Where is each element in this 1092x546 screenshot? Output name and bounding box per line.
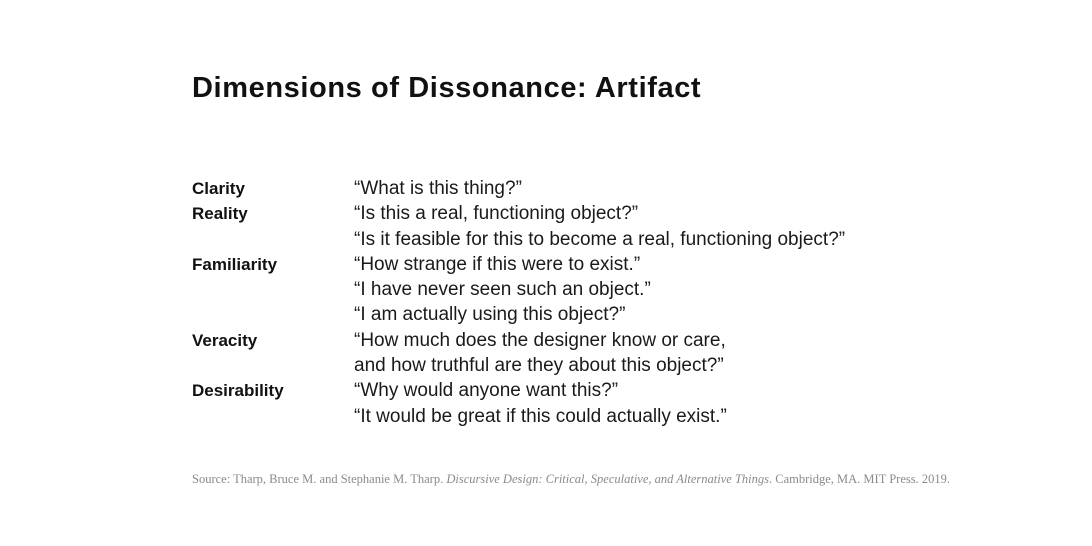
dimension-quote: “I am actually using this object?” [354,304,626,326]
dimensions-list [192,176,1012,429]
dimension-row [192,227,1012,252]
dimension-label: Desirability [192,381,284,401]
dimension-quote: “How much does the designer know or care, [354,329,726,351]
dimension-label: Veracity [192,330,258,350]
dimension-row [192,277,1012,302]
source-book-title: Discursive Design: Critical, Speculative, and Alternative Things [446,472,769,486]
source-suffix: . Cambridge, MA. MIT Press. 2019. [768,472,950,486]
dimension-label: Familiarity [192,254,278,274]
source-prefix: Source: Tharp, Bruce M. and Stephanie M. Tharp. [192,472,447,486]
dimension-quote: “Why would anyone want this?” [354,380,619,402]
dimension-row [192,353,1012,378]
dimension-label: Clarity [192,179,245,198]
dimension-row [192,328,1012,353]
dimension-quote: “What is this thing?” [354,178,522,199]
dimension-label: Reality [192,204,248,224]
slide-title: Dimensions of Dissonance: Artifact [192,72,702,104]
dimension-row [192,201,1012,226]
dimension-quote: “It would be great if this could actually exist.” [354,405,727,427]
dimension-quote: “How strange if this were to exist.” [354,253,641,275]
dimension-row [192,176,1012,201]
dimension-quote: “Is this a real, functioning object?” [354,203,639,225]
source-citation [192,472,950,487]
dimension-row [192,302,1012,327]
dimension-quote: “I have never seen such an object.” [354,279,651,301]
dimension-row [192,378,1012,403]
dimension-quote: and how truthful are they about this object?” [354,355,724,377]
dimension-quote: “Is it feasible for this to become a real, functioning object?” [354,228,846,250]
dimension-row [192,404,1012,429]
dimension-row [192,252,1012,277]
